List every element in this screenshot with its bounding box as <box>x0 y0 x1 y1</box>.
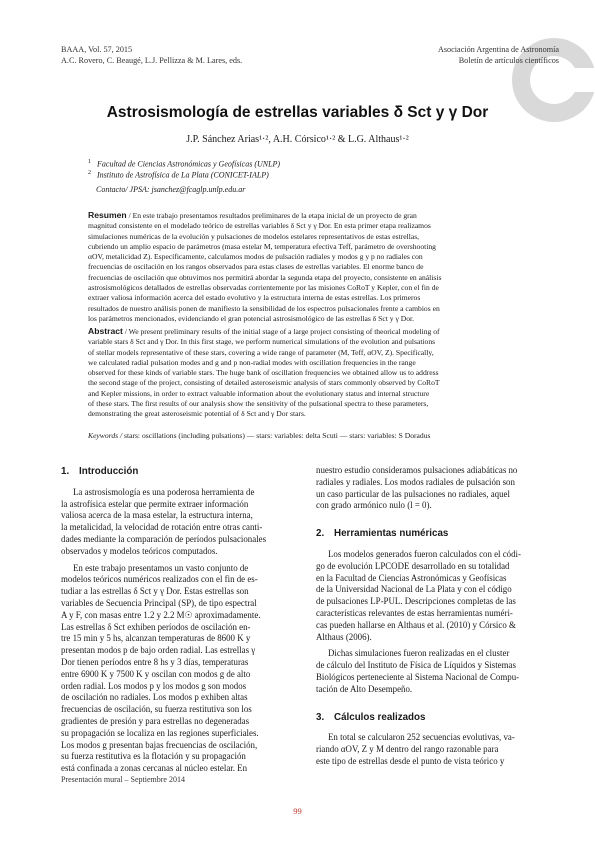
section-heading-calc: 3. Cálculos realizados <box>316 711 426 723</box>
keywords: Keywords / stars: oscillations (including pulsations) — stars: variables: delta Scuti — stars: variables: S Doradus <box>88 431 431 440</box>
resumen-label: Resumen <box>88 210 127 220</box>
journal-volume: BAAA, Vol. 57, 2015 <box>61 45 133 54</box>
affiliation-1: $^1$ Facultad de Ciencias Astronómicas y Geofísicas (UNLP) <box>88 159 281 169</box>
association-name: Asociación Argentina de Astronomía <box>437 45 559 54</box>
left-column <box>61 466 298 775</box>
author-list: J.P. Sánchez Arias¹·², A.H. Córsico¹·² & L.G. Althaus¹·² <box>186 134 409 145</box>
tools-paragraph-2: Dichas simulaciones fueron realizadas en el cluster de cálculo del Instituto de Física de Líquidos y Sistemas Biológicos perteneciente al Sistema Nacional de Compu- tación de Alto Desempeño. <box>316 648 520 694</box>
abstract-label: Abstract <box>88 326 123 336</box>
journal-editors: A.C. Rovero, C. Beaugé, L.J. Pellizza & M. Lares, eds. <box>61 56 243 65</box>
keywords-label: Keywords / <box>88 431 123 440</box>
intro-paragraph-2: En este trabajo presentamos un vasto conjunto de modelos teóricos numéricos realizados con el fin de es- tudiar a las estrellas δ Sct y γ Dor. Estas estrellas son variables de Secuencia Principal (SP), de tipo espectral A y F, con masas entre 1.2 y 2.2 M☉ aproximadamente. Las estrellas δ Sct exhiben períodos de oscilación en- tre 15 min y 5 hs, alcanzan temperaturas de 8600 K y presentan modos p de bajo orden radial. Las estrellas γ Dor tienen períodos entre 8 hs y 3 días, temperaturas entre 6900 K y 7500 K y oscilan con modos g de alto orden radial. Los modos p y los modos g son modos de oscilación no radiales. Los modos p exhiben altas frecuencias de oscilación, su fuerza restitutiva son los gradientes de presión y para estrellas no degeneradas su propagación se localiza en las regiones superficiales. Los modos g presentan bajas frecuencias de oscilación, su fuerza restitutiva es la flotación y su propagación está confinada a zonas cercanas al núcleo estelar. En <box>61 562 261 774</box>
section-heading-tools: 2. Herramientas numéricas <box>316 528 449 540</box>
journal-header-left <box>61 44 242 66</box>
resumen-block: Resumen / En este trabajo presentamos resultados preliminares de la etapa inicial de un proyecto de gran magnitud consistente en el modelado teórico de estrellas variables δ Sct y γ Dor. En esta primer etapa realizamos simulaciones numéricas de la evolución y pulsaciones de modelos estelares representativos de estas estrellas, cubriendo un amplio espacio de parámetros (masa estelar M, temperatura efectiva Teff, parámetro de overshooting αOV, metalicidad Z). Específicamente, calculamos modos de pulsación radiales y modos g y p no radiales con frecuencias de oscilación en los rangos observados para estas clases de estrellas variables. El enorme banco de frecuencias de oscilación que obtuvimos nos permitirá abordar la segunda etapa del proyecto, consistente en análisis astrosismológicos detallados de estrellas observadas corrientemente por las misiones CoRoT y Kepler, con el fin de extraer valiosa información acerca del estado evolutivo y la estructura interna de estas estrellas. Los primeros resultados de nuestro análisis ponen de manifiesto la sensibilidad de los espectros pulsacionales frente a cambios en los parámetros mencionados, evidenciando el gran potencial astrosismológico de las estrellas δ Sct y γ Dor. <box>88 210 442 323</box>
right-column <box>316 465 553 768</box>
page-number: 99 <box>293 806 302 816</box>
tools-paragraph-1: Los modelos generados fueron calculados con el códi- go de evolución LPCODE desarrollado en su totalidad en la Facultad de Ciencias Astronómicas y Geofísicas de la Universidad Nacional de La Plata y con el código de pulsaciones LP-PUL. Descripciones completas de las características relevantes de estas herramientas numéri- cas pueden hallarse en Althaus et al. (2010) y Córsico & Althaus (2006). <box>316 548 521 642</box>
affiliation-2: $^2$ Instituto de Astrofísica de La Plata (CONICET-IALP) <box>88 169 269 180</box>
abstract-block: Abstract / We present preliminary results of the initial stage of a large project consisting of theorical modeling of variable stars δ Sct and γ Dor. In this first stage, we perform numerical simulations of the evolution and pulsations of stellar models representative of these stars, covering a wide range of parameter (M, Teff, αOV, Z). Specifically, we calculated radial pulsation modes and g and p non-radial modes with oscillation frequencies in the range observed for these kinds of variable stars. The huge bank of oscillation frequencies we obtained allow us to address the second stage of the project, consisting of detailed asteroseismic analysis of stars commonly observed by CoRoT and Kepler missions, in order to extract valuable information about the evolutionary status and internal structure of these stars. The first results of our analysis show the sensitivity of the pulsational spectra to these parameters, demonstrating the great asteroseismic potential of δ Sct and γ Dor stars. <box>88 326 440 419</box>
footer-note: Presentación mural – Septiembre 2014 <box>61 775 185 784</box>
intro-paragraph-3: nuestro estudio consideramos pulsaciones adiabáticas no radiales y radiales. Los modos radiales de pulsación son un caso particular de las pulsaciones no radiales, aquel con grado armónico nulo (l = 0). <box>316 465 518 511</box>
bulletin-name: Boletín de artículos científicos <box>458 56 559 65</box>
paper-title: Astrosismología de estrellas variables δ Sct y γ Dor <box>106 104 489 121</box>
section-heading-intro: 1. Introducción <box>61 466 139 477</box>
intro-paragraph-1: La astrosismología es una poderosa herramienta de la astrofísica estelar que permite extraer información valiosa acerca de la masa estelar, la estructura interna, la metalicidad, la velocidad de rotación entre otras canti- dades mediante la comparación de períodos pulsacionales observados y modelos teóricos computados. <box>61 486 267 556</box>
calc-paragraph-1: En total se calcularon 252 secuencias evolutivas, va- riando αOV, Z y M dentro del rango razonable para este tipo de estrellas desde el punto de vista teórico y <box>316 732 515 766</box>
contact-email: Contacto/ JPSA: jsanchez@fcaglp.unlp.edu.ar <box>96 185 246 194</box>
journal-header-right <box>438 44 559 66</box>
